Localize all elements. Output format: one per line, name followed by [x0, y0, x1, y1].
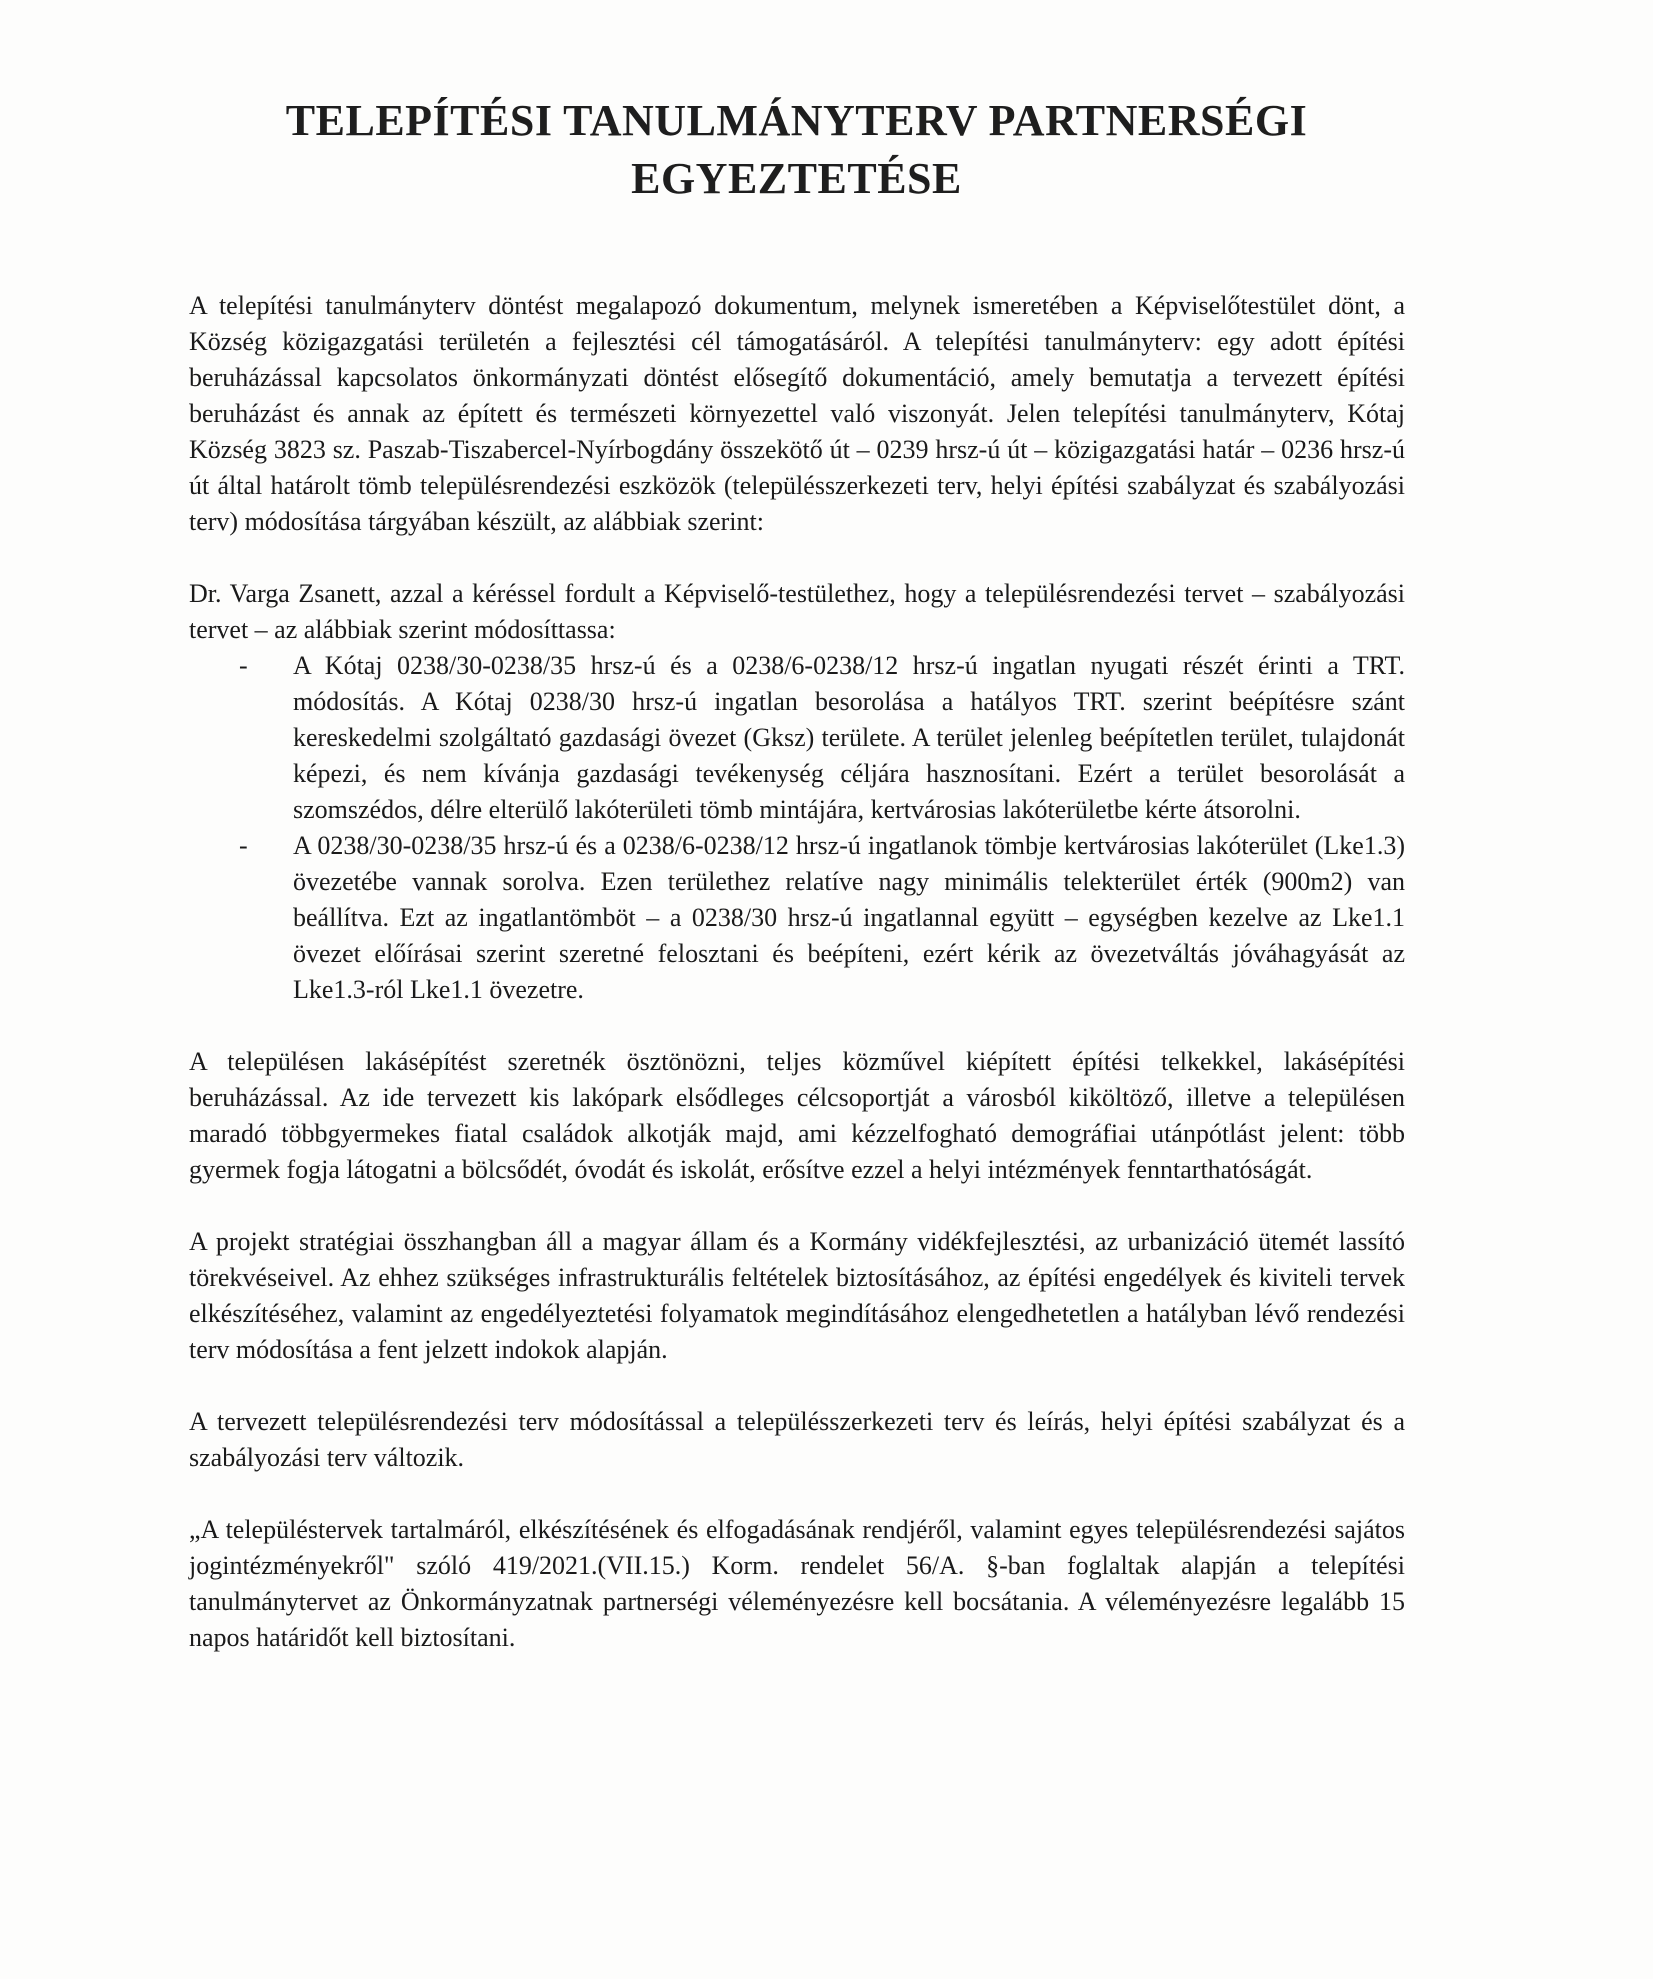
title-line-2: EGYEZTETÉSE — [631, 154, 962, 203]
paragraph-changes: A tervezett településrendezési terv módosítással a településszerkezeti terv és leírás, helyi építési szabályzat és a szabályozási terv változik. — [189, 1407, 1405, 1472]
paragraph-intro: A telepítési tanulmányterv döntést megalapozó dokumentum, melynek ismeretében a Képviselőtestület dönt, a Község közigazgatási területén a fejlesztési cél támogatásáról. A telepítési tanulmányterv: egy adott építési beruházással kapcsolatos önkormányzati döntést elősegítő dokumentáció, amely bemutatja a tervezett építési beruházást és annak az épített és természeti környezettel való viszonyát. Jelen telepítési tanulmányterv, Kótaj Község 3823 sz. Paszab-Tiszabercel-Nyírbogdány összekötő út – 0239 hrsz-ú út – közigazgatási határ – 0236 hrsz-ú út által határolt tömb településrendezési eszközök (településszerkezeti terv, helyi építési szabályzat és szabályozási terv) módosítása tárgyában készült, az alábbiak szerint: — [189, 291, 1405, 536]
list-item: - A Kótaj 0238/30-0238/35 hrsz-ú és a 0238/6-0238/12 hrsz-ú ingatlan nyugati részét érinti a TRT. módosítás. A Kótaj 0238/30 hrsz-ú ingatlan besorolása a hatályos TRT. szerint beépítésre szánt kereskedelmi szolgáltató gazdasági övezet (Gksz) területe. A terület jelenleg beépítetlen terület, tulajdonát képezi, és nem kívánja gazdasági tevékenység céljára hasznosítani. Ezért a terület besorolását a szomszédos, délre elterülő lakóterületi tömb mintájára, kertvárosias lakóterületbe kérte átsorolni. — [189, 648, 1405, 828]
paragraph-housing: A településen lakásépítést szeretnék ösztönözni, teljes közművel kiépített építési telkekkel, lakásépítési beruházással. Az ide tervezett kis lakópark elsődleges célcsoportját a városból kiköltöző, illetve a településen maradó többgyermekes fiatal családok alkotják majd, ami kézzelfogható demográfiai utánpótlást jelent: több gyermek fogja látogatni a bölcsődét, óvodát és iskolát, erősítve ezzel a helyi intézmények fenntarthatóságát. — [189, 1047, 1405, 1184]
paragraph-legal-basis: „A településtervek tartalmáról, elkészítésének és elfogadásának rendjéről, valamint egyes településrendezési sajátos jogintézményekről" szóló 419/2021.(VII.15.) Korm. rendelet 56/A. §-ban foglaltak alapján a telepítési tanulmánytervet az Önkormányzatnak partnerségi véleményezésre kell bocsátania. A véleményezésre legalább 15 napos határidőt kell biztosítani. — [189, 1515, 1405, 1652]
document-title — [180, 92, 1413, 208]
request-list — [189, 648, 1405, 1008]
document-body — [189, 288, 1405, 1692]
title-line-1: TELEPÍTÉSI TANULMÁNYTERV PARTNERSÉGI — [285, 96, 1308, 145]
paragraph-request: Dr. Varga Zsanett, azzal a kéréssel fordult a Képviselő-testülethez, hogy a településrendezési tervet – szabályozási tervet – az alábbiak szerint módosíttassa: — [189, 579, 1405, 644]
paragraph-strategy: A projekt stratégiai összhangban áll a magyar állam és a Kormány vidékfejlesztési, az urbanizáció ütemét lassító törekvéseivel. Az ehhez szükséges infrastrukturális feltételek biztosításához, az építési engedélyek és kiviteli tervek elkészítéséhez, valamint az engedélyeztetési folyamatok megindításához elengedhetetlen a hatályban lévő rendezési terv módosítása a fent jelzett indokok alapján. — [189, 1227, 1405, 1364]
list-item: - A 0238/30-0238/35 hrsz-ú és a 0238/6-0238/12 hrsz-ú ingatlanok tömbje kertvárosias lakóterület (Lke1.3) övezetébe vannak sorolva. Ezen területhez relatíve nagy minimális telekterület érték (900m2) van beállítva. Ezt az ingatlantömböt – a 0238/30 hrsz-ú ingatlannal együtt – egységben kezelve az Lke1.1 övezet előírásai szerint szeretné felosztani és beépíteni, ezért kérik az övezetváltás jóváhagyását az Lke1.3-ról Lke1.1 övezetre. — [189, 828, 1405, 1008]
